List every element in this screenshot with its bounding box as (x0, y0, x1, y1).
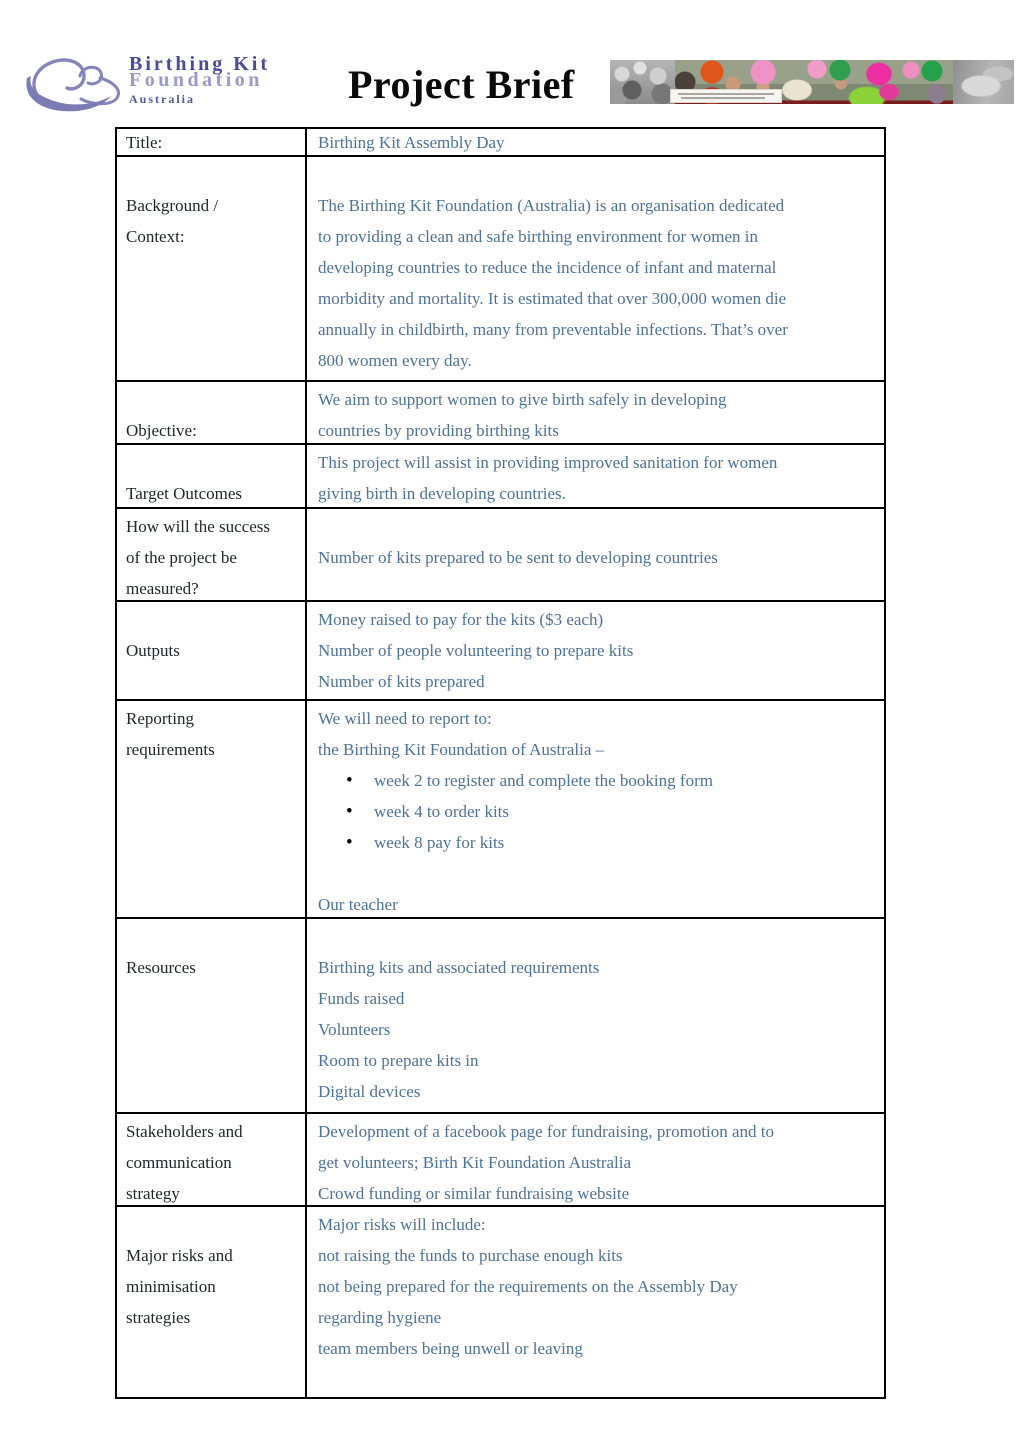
photo-grayscale-left (610, 60, 675, 104)
content-line: giving birth in developing countries. (318, 484, 566, 503)
content-line: Number of kits prepared (318, 672, 485, 691)
content-line: developing countries to reduce the incidence of infant and maternal (318, 258, 777, 277)
content-line: Funds raised (318, 989, 405, 1008)
label-line: Stakeholders and (126, 1122, 243, 1141)
label-line: Context: (126, 227, 185, 246)
row-label-stakeholders-communication (117, 1114, 307, 1205)
content-line: 800 women every day. (318, 351, 472, 370)
photo-grayscale-right (953, 60, 1014, 104)
row-content-outputs (307, 602, 884, 699)
label-line: Background / (126, 196, 219, 215)
label-line (126, 604, 297, 635)
content-bullet-line: • week 8 pay for kits (318, 827, 874, 858)
mother-and-baby-swirl-icon (20, 54, 128, 116)
table-row-target-outcomes (117, 445, 884, 509)
label-line: Resources (126, 958, 196, 977)
content-line: The Birthing Kit Foundation (Australia) is an organisation dedicated (318, 196, 785, 215)
table-row-outputs (117, 602, 884, 701)
table-row-background-context (117, 157, 884, 382)
content-line: Digital devices (318, 1082, 421, 1101)
table-row-reporting-requirements (117, 701, 884, 919)
logo-country: Australia (129, 92, 195, 106)
content-line: Our teacher (318, 895, 398, 914)
label-line: requirements (126, 740, 215, 759)
label-line: How will the success (126, 517, 271, 536)
content-line: morbidity and mortality. It is estimated that over 300,000 women die (318, 289, 787, 308)
row-label-success-measure (117, 509, 307, 600)
table-row-resources (117, 919, 884, 1114)
content-line: not being prepared for the requirements on the Assembly Day (318, 1277, 738, 1296)
label-line: communication (126, 1153, 232, 1172)
row-label-target-outcomes (117, 445, 307, 507)
photo-color-middle (675, 60, 953, 104)
content-line: Development of a facebook page for fundraising, promotion and to (318, 1122, 775, 1141)
content-line: Birthing kits and associated requirements (318, 958, 600, 977)
content-line: Volunteers (318, 1020, 391, 1039)
content-line: the Birthing Kit Foundation of Australia – (318, 740, 605, 759)
table-row-objective (117, 382, 884, 445)
content-line: regarding hygiene (318, 1308, 442, 1327)
table-row-title (117, 129, 884, 157)
row-content-success-measure (307, 509, 884, 600)
label-line (126, 384, 297, 415)
content-line: annually in childbirth, many from preventable infections. That’s over (318, 320, 788, 339)
content-line: Birthing Kit Assembly Day (318, 133, 505, 152)
label-line: Outputs (126, 641, 180, 660)
row-content-objective (307, 382, 884, 443)
content-line: Number of people volunteering to prepare kits (318, 641, 634, 660)
row-content-reporting-requirements (307, 701, 884, 917)
label-line: of the project be (126, 548, 237, 567)
photo-strip (610, 60, 1014, 104)
content-line: get volunteers; Birth Kit Foundation Australia (318, 1153, 632, 1172)
caption-text-line (678, 93, 774, 95)
logo-name-line2: Foundation (129, 69, 263, 91)
content-line: Major risks will include: (318, 1215, 486, 1234)
page-title: Project Brief (348, 62, 575, 107)
content-bullet-line: • week 4 to order kits (318, 796, 874, 827)
label-line: strategy (126, 1184, 180, 1203)
content-line: We will need to report to: (318, 709, 492, 728)
row-content-resources (307, 919, 884, 1112)
table-row-stakeholders-communication (117, 1114, 884, 1207)
row-label-objective (117, 382, 307, 443)
label-line: Title: (126, 133, 163, 152)
label-line (126, 1209, 297, 1240)
label-line: Target Outcomes (126, 484, 243, 503)
content-line (318, 921, 874, 952)
label-line: Major risks and (126, 1246, 233, 1265)
row-label-major-risks (117, 1207, 307, 1397)
content-bullet-line: • week 2 to register and complete the booking form (318, 765, 874, 796)
row-label-outputs (117, 602, 307, 699)
content-line (318, 159, 874, 190)
row-label-title (117, 129, 307, 155)
content-line: team members being unwell or leaving (318, 1339, 583, 1358)
label-line: Objective: (126, 421, 197, 440)
logo-name-line1: Birthing Kit (129, 53, 271, 75)
content-line (318, 511, 874, 542)
row-label-resources (117, 919, 307, 1112)
content-line: not raising the funds to purchase enough kits (318, 1246, 623, 1265)
content-line: Room to prepare kits in (318, 1051, 479, 1070)
row-label-background-context (117, 157, 307, 380)
content-line: We aim to support women to give birth safely in developing (318, 390, 727, 409)
row-content-target-outcomes (307, 445, 884, 507)
project-brief-table (115, 127, 886, 1399)
label-line: Reporting (126, 709, 194, 728)
content-line: Number of kits prepared to be sent to developing countries (318, 548, 718, 567)
content-line: countries by providing birthing kits (318, 421, 559, 440)
row-content-title (307, 129, 884, 155)
row-content-stakeholders-communication (307, 1114, 884, 1205)
content-line: This project will assist in providing improved sanitation for women (318, 453, 778, 472)
content-line (318, 858, 874, 889)
content-line: Crowd funding or similar fundraising website (318, 1184, 630, 1203)
table-row-success-measure (117, 509, 884, 602)
table-row-major-risks (117, 1207, 884, 1397)
label-line (126, 921, 297, 952)
label-line: minimisation (126, 1277, 216, 1296)
content-line: to providing a clean and safe birthing environment for women in (318, 227, 758, 246)
bkfa-logo-text (129, 53, 271, 108)
photo-caption-box (671, 90, 781, 102)
row-content-background-context (307, 157, 884, 380)
content-line: Money raised to pay for the kits ($3 each) (318, 610, 604, 629)
label-line: measured? (126, 579, 199, 598)
row-label-reporting-requirements (117, 701, 307, 917)
row-content-major-risks (307, 1207, 884, 1397)
caption-text-line (681, 97, 765, 99)
label-line (126, 447, 297, 478)
label-line: strategies (126, 1308, 191, 1327)
label-line (126, 159, 297, 190)
